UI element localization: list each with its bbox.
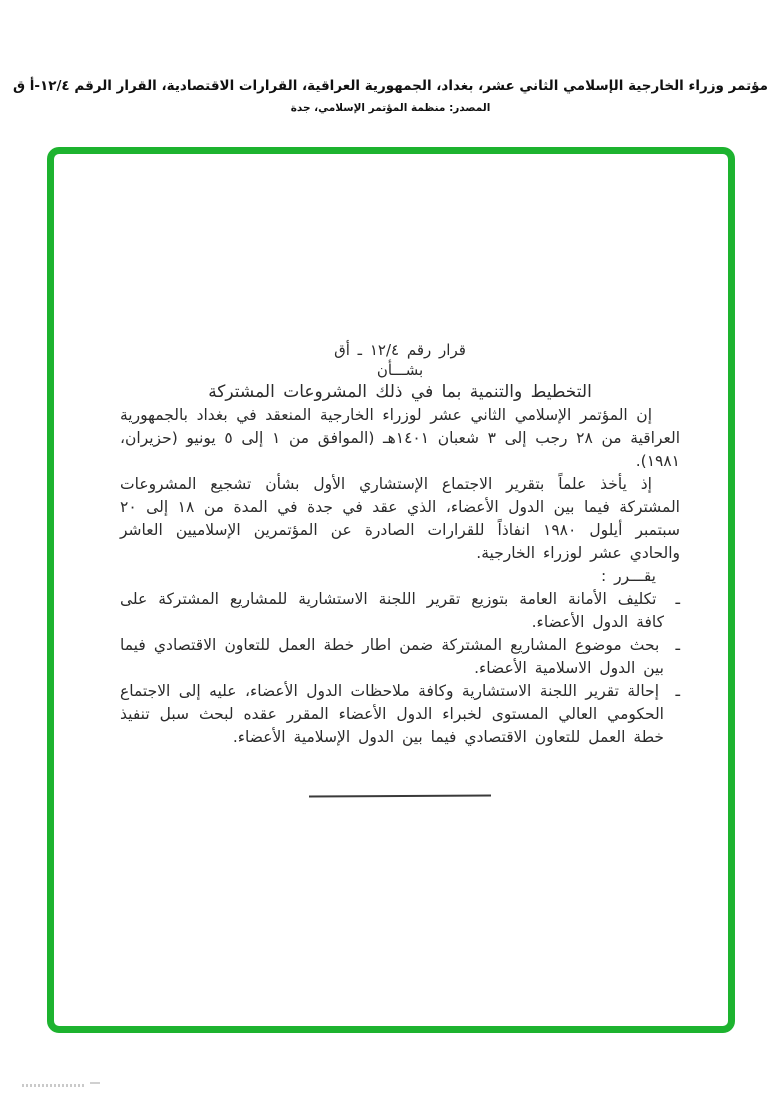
header-source-line: المصدر: منظمة المؤتمر الإسلامي، جدة: [290, 102, 491, 114]
decision-item-text: تكليف الأمانة العامة بتوزيع تقرير اللجنة الاستشارية للمشاريع المشتركة على كافة الدول الأعضاء.: [120, 590, 664, 631]
decision-item-text: بحث موضوع المشاريع المشتركة ضمن اطار خطة العمل للتعاون الاقتصادي فيما بين الدول الاسلامية الأعضاء.: [120, 636, 664, 677]
resolution-number-line: قرار رقم ١٢/٤ ـ أق: [334, 341, 466, 359]
scanned-document-frame: [47, 147, 735, 1033]
resolution-regarding-line: بشـــأن: [376, 361, 424, 379]
header-citation-line: مؤتمر وزراء الخارجية الإسلامي الثاني عشر، بغداد، الجمهورية العراقية، القرارات الاقتصادية، القرار الرقم ١٢/٤-أ ق: [13, 78, 768, 94]
illegible-corner-mark-dot: [90, 1082, 100, 1084]
dash-bullet-icon: ـ: [675, 590, 680, 608]
preamble-paragraph: إن المؤتمر الإسلامي الثاني عشر لوزراء الخارجية المنعقد في بغداد بالجمهورية العراقية من ٢٨ رجب إلى ٣ شعبان ١٤٠١هـ (الموافق من ١ إلى ٥ يونيو (حزيران، ١٩٨١).: [120, 406, 680, 470]
scanned-document: [54, 154, 728, 1026]
decides-label: يقـــرر :: [601, 567, 656, 585]
page-header: [0, 76, 781, 117]
resolution-subject-line: التخطيط والتنمية بما في ذلك المشروعات المشتركة: [208, 382, 592, 402]
illegible-corner-mark: [22, 1084, 84, 1087]
dash-bullet-icon: ـ: [675, 682, 680, 700]
noting-paragraph: إذ يأخذ علماً بتقرير الاجتماع الإستشاري الأول بشأن تشجيع المشروعات المشتركة فيما بين الدول الأعضاء، الذي عقد في جدة في المدة من ١٨ إلى ٢٠ سبتمبر أيلول ١٩٨٠ انفاذاً للقرارات الصادرة عن المؤتمرين الإسلاميين العاشر والحادي عشر لوزراء الخارجية.: [120, 475, 680, 562]
resolution-title-block: [120, 340, 680, 404]
decision-item-text: إحالة تقرير اللجنة الاستشارية وكافة ملاحظات الدول الأعضاء، عليه إلى الاجتماع الحكومي العالي المستوى لخبراء الدول الأعضاء المقرر عقده لبحث سبل تنفيذ خطة العمل للتعاون الاقتصادي فيما بين الدول الإسلامية الأعضاء.: [120, 682, 664, 746]
decision-item: [120, 588, 680, 634]
end-divider-line: [309, 795, 491, 798]
decision-item: [120, 634, 680, 680]
dash-bullet-icon: ـ: [675, 636, 680, 654]
decision-item: [120, 680, 680, 749]
